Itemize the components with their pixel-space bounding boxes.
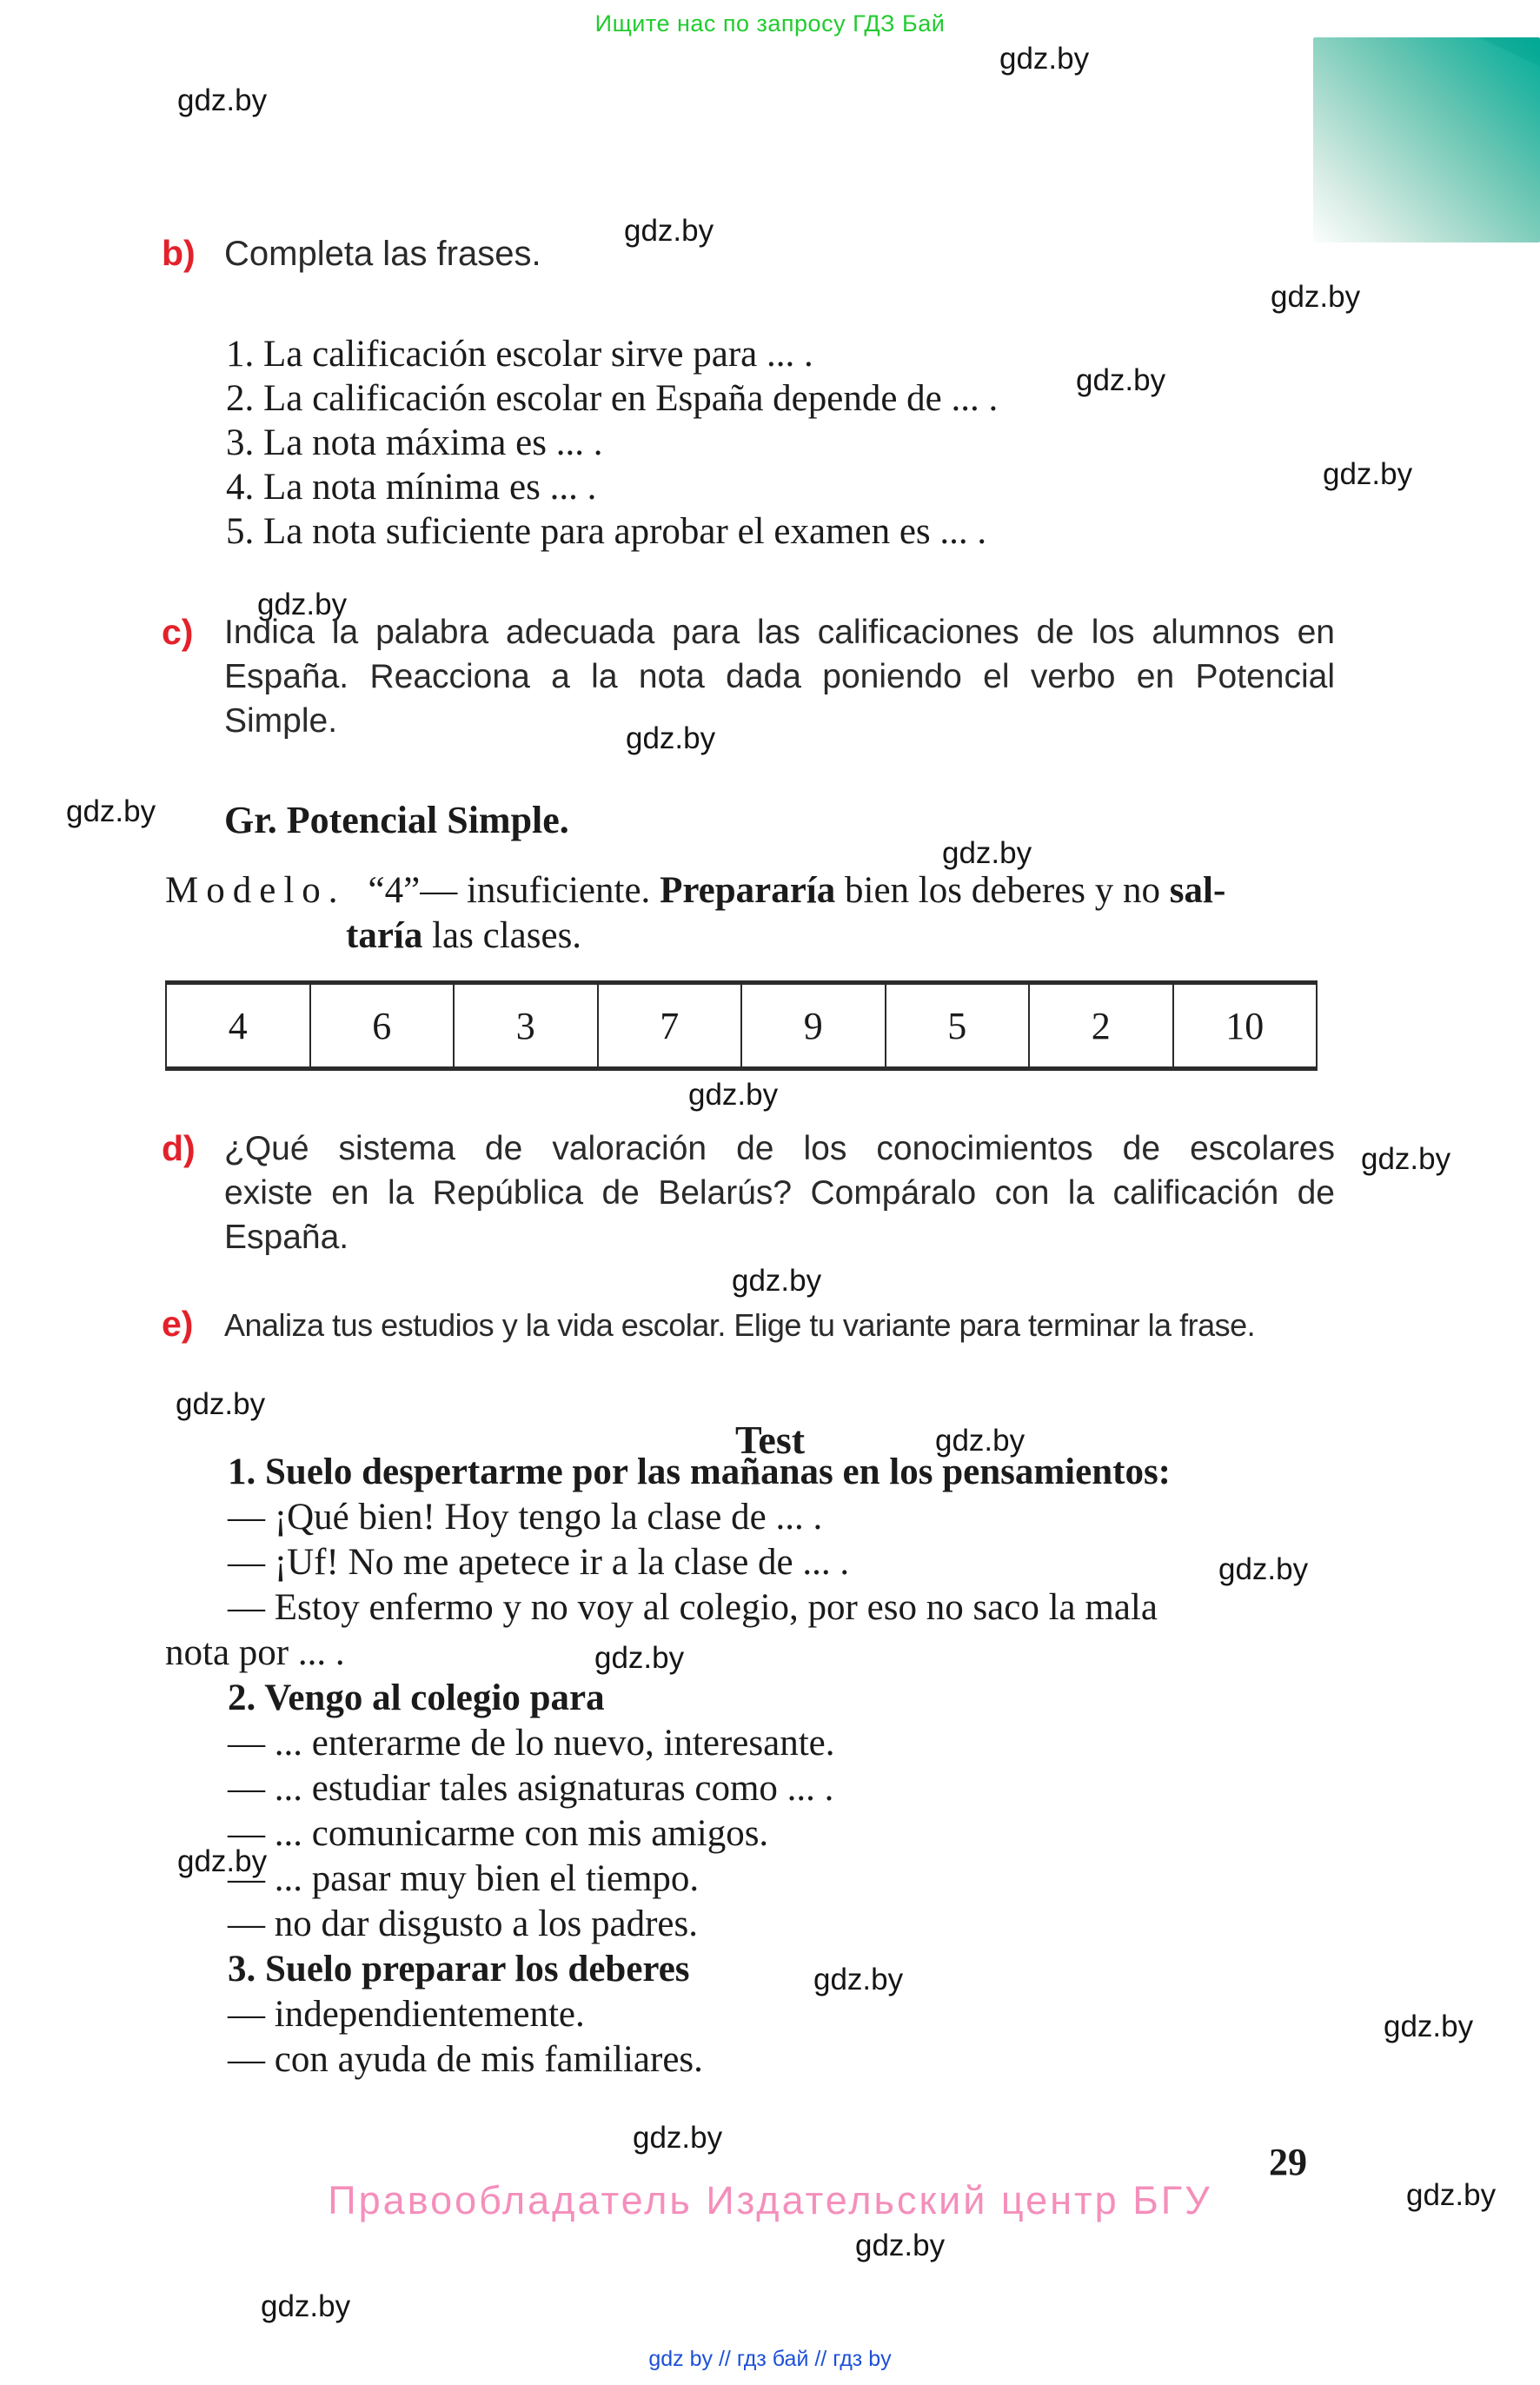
grades-table <box>165 980 1318 1071</box>
watermark: gdz.by <box>1076 363 1166 397</box>
watermark: gdz.by <box>594 1641 685 1675</box>
test-line: — no dar disgusto a los padres. <box>228 1903 699 1944</box>
grade-cell: 7 <box>597 985 741 1066</box>
test-line: — ... estudiar tales asignaturas como ... . <box>228 1768 834 1809</box>
watermark: gdz.by <box>1271 280 1361 314</box>
exercise-b-label: b) <box>162 233 196 273</box>
watermark: gdz.by <box>855 2229 946 2262</box>
watermark: gdz.by <box>257 588 348 621</box>
watermark: gdz.by <box>1323 457 1413 491</box>
modelo-line-2: taría las clases. <box>346 915 582 956</box>
exercise-c-text <box>224 610 1335 743</box>
list-item: 5. La nota suficiente para aprobar el examen es ... . <box>226 511 987 552</box>
promo-banner-text: Ищите нас по запросу ГДЗ Бай <box>594 10 946 37</box>
page-number: 29 <box>1269 2141 1307 2183</box>
grade-cell: 3 <box>453 985 597 1066</box>
list-item: 3. La nota máxima es ... . <box>226 422 603 463</box>
exercise-c-label: c) <box>162 612 194 652</box>
watermark: gdz.by <box>1406 2178 1497 2212</box>
paragraph-line: España. Reacciona a la nota dada poniendo el verbo en Potencial <box>224 658 1335 695</box>
test-line: — independientemente. <box>228 1994 585 2035</box>
list-item: 1. La calificación escolar sirve para ... . <box>226 334 813 375</box>
test-heading: Test <box>734 1418 806 1462</box>
watermark: gdz.by <box>261 2289 351 2323</box>
watermark: gdz.by <box>688 1078 779 1112</box>
decorative-corner-graphic <box>1313 37 1540 242</box>
watermark: gdz.by <box>1361 1142 1451 1176</box>
paragraph-line: España. <box>224 1219 349 1256</box>
watermark: gdz.by <box>177 1844 268 1878</box>
grade-cell: 5 <box>885 985 1029 1066</box>
grade-cell: 2 <box>1028 985 1172 1066</box>
test-line: nota por ... . <box>165 1632 345 1673</box>
watermark: gdz.by <box>732 1264 822 1298</box>
test-line: — ... enterarme de lo nuevo, interesante. <box>228 1723 835 1764</box>
grade-cell: 9 <box>740 985 885 1066</box>
watermark: gdz.by <box>1218 1552 1309 1586</box>
paragraph-line: ¿Qué sistema de valoración de los conocimientos de escolares <box>224 1130 1335 1167</box>
watermark: gdz.by <box>66 794 156 828</box>
watermark: gdz.by <box>942 836 1032 870</box>
modelo-label: Modelo. <box>165 870 346 911</box>
test-line: 1. Suelo despertarme por las mañanas en los pensamientos: <box>228 1452 1171 1492</box>
test-line: 2. Vengo al colegio para <box>228 1677 605 1718</box>
grammar-heading: Gr. Potencial Simple. <box>224 799 569 841</box>
grade-cell: 4 <box>228 1004 248 1047</box>
exercise-e-label: e) <box>162 1304 194 1344</box>
watermark: gdz.by <box>177 83 268 117</box>
grade-cell: 10 <box>1172 985 1317 1066</box>
paragraph-line: existe en la República de Belarús? Compáralo con la calificación de <box>224 1174 1335 1212</box>
modelo-text: “4”— insuficiente. Prepararía bien los deberes y no sal- <box>368 870 1226 911</box>
test-line: — ... comunicarme con mis amigos. <box>228 1813 769 1854</box>
watermark: gdz.by <box>633 2121 723 2155</box>
watermark: gdz.by <box>624 214 714 248</box>
exercise-b-title: Completa las frases. <box>224 235 541 273</box>
test-line: — Estoy enfermo y no voy al colegio, por eso no saco la mala <box>228 1587 1158 1628</box>
test-line: — con ayuda de mis familiares. <box>228 2039 703 2080</box>
paragraph-line: Indica la palabra adecuada para las calificaciones de los alumnos en <box>224 614 1335 651</box>
exercise-e-text: Analiza tus estudios y la vida escolar. Elige tu variante para terminar la frase. <box>224 1307 1256 1343</box>
test-block <box>165 1450 1171 2083</box>
test-line: — ... pasar muy bien el tiempo. <box>228 1858 700 1899</box>
modelo-line-1 <box>165 869 1225 912</box>
test-line: 3. Suelo preparar los deberes <box>228 1949 690 1990</box>
test-line: — ¡Qué bien! Hoy tengo la clase de ... . <box>228 1497 823 1538</box>
exercise-d-text <box>224 1126 1335 1259</box>
list-item: 2. La calificación escolar en España depende de ... . <box>226 378 999 419</box>
footer-links: gdz by // гдз бай // гдз by <box>648 2347 892 2371</box>
copyright-text: Правообладатель Издательский центр БГУ <box>328 2178 1212 2222</box>
watermark: gdz.by <box>935 1424 1026 1458</box>
watermark: gdz.by <box>999 42 1090 76</box>
exercise-b-list <box>226 332 998 554</box>
watermark: gdz.by <box>176 1387 266 1421</box>
test-line: — ¡Uf! No me apetece ir a la clase de ... . <box>228 1542 850 1583</box>
watermark: gdz.by <box>1384 2010 1474 2043</box>
list-item: 4. La nota mínima es ... . <box>226 467 597 508</box>
exercise-d-label: d) <box>162 1128 196 1168</box>
watermark: gdz.by <box>626 721 716 755</box>
paragraph-line: Simple. <box>224 702 338 740</box>
watermark: gdz.by <box>813 1963 904 1996</box>
grade-cell: 6 <box>309 985 454 1066</box>
